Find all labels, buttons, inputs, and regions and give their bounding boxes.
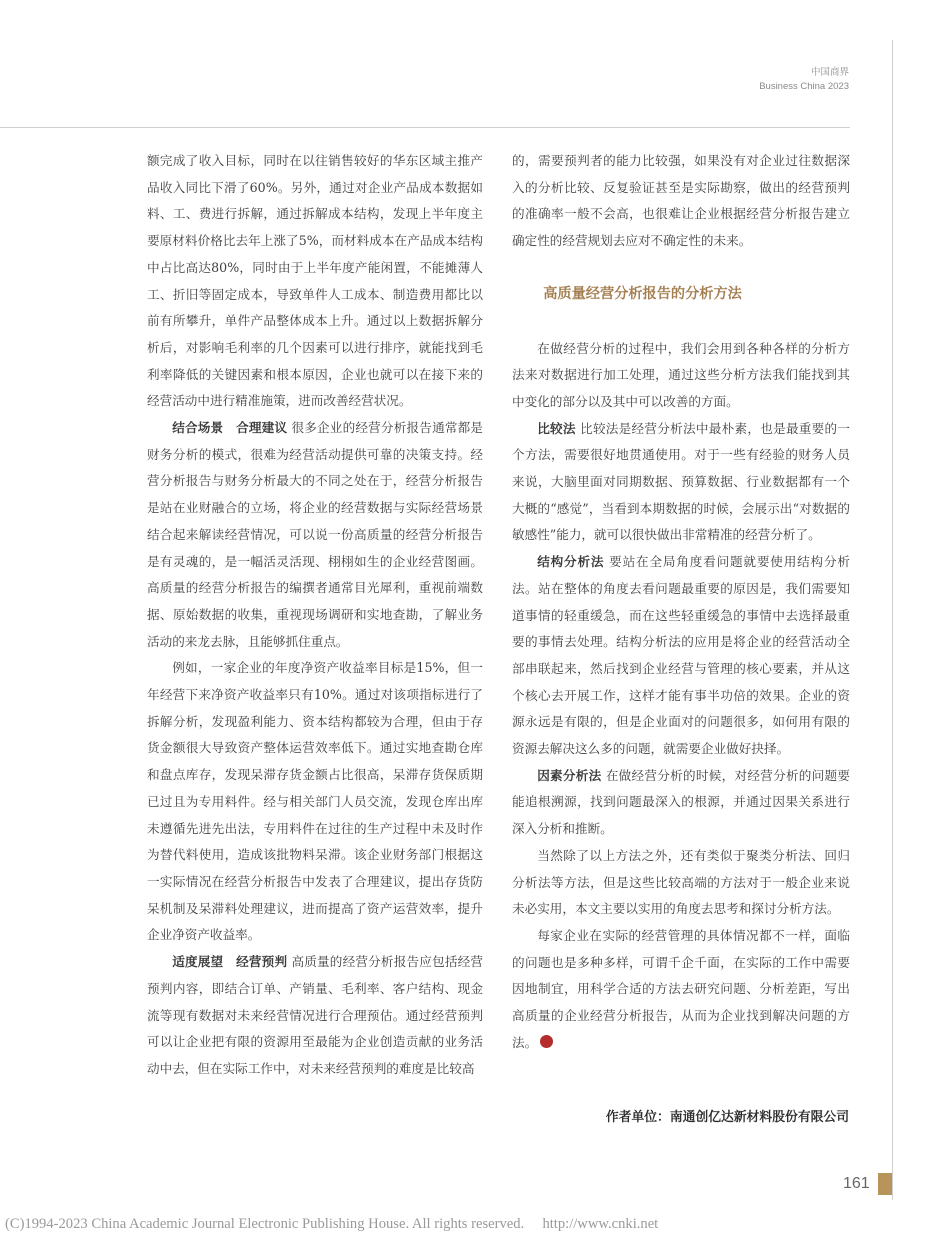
paragraph [147, 415, 483, 655]
subheading: 适度展望 经营预判 [172, 954, 288, 970]
page-number: 161 [843, 1175, 870, 1192]
subheading: 结合场景 合理建议 [172, 420, 288, 436]
paragraph-text: 要站在全局角度看问题就要使用结构分析法。站在整体的角度去看问题最重要的原因是，我们需要知道事情的轻重缓急，而在这些轻重缓急的事情中去选择最重要的事情去处理。结构分析法的应用是将企业的经营活动全部串联起来，然后找到企业经营与管理的核心要素，并从这个核心去开展工作，这样才能有事半功倍的效果。企业的资源永远是有限的，但是企业面对的问题很多，如何用有限的资源去解决这么多的问题，就需要企业做好抉择。 [512, 554, 851, 757]
author-affiliation: 作者单位：南通创亿达新材料股份有限公司 [605, 1110, 849, 1125]
paragraph: 的，需要预判者的能力比较强，如果没有对企业过往数据深入的分析比较、反复验证甚至是实际勘察，做出的经营预判的准确率一般不会高，也很难让企业根据经营分析报告建立确定性的经营规划去应对不确定性的未来。 [512, 153, 850, 249]
journal-issue: Business China 2023 [759, 81, 849, 92]
paragraph-text: 比较法是经营分析法中最朴素，也是最重要的一个方法，需要很好地贯通使用。对于一些有经验的财务人员来说，大脑里面对同期数据、预算数据、行业数据都有一个大概的“感觉”，当看到本期数据的时候，会展示出“对数据的敏感性”能力，就可以很快做出非常精准的经营分析了。 [512, 420, 851, 543]
paragraph [512, 416, 850, 550]
subheading: 结构分析法 [537, 554, 605, 570]
paragraph [147, 949, 483, 1083]
page-color-block [878, 1173, 892, 1195]
section-title: 高质量经营分析报告的分析方法 [543, 285, 742, 302]
subheading: 因素分析法 [537, 767, 602, 783]
paragraph: 在做经营分析的过程中，我们会用到各种各样的分析方法来对数据进行加工处理，通过这些分析方法我们能找到其中变化的部分以及其中可以改善的方面。 [512, 340, 850, 409]
paragraph [512, 549, 850, 763]
copyright-footer: (C)1994-2023 China Academic Journal Electronic Publishing House. All rights reserved. http://www.cnki.net [5, 1216, 659, 1232]
paragraph [512, 923, 850, 1057]
paragraph-text: 每家企业在实际的经营管理的具体情况都不一样，面临的问题也是多种多样，可谓千企千面，在实际的工作中需要因地制宜，用科学合适的方法去研究问题、分析差距，写出高质量的企业经营分析报告，从而为企业找到解决问题的方法。 [512, 927, 850, 1050]
paragraph-text: 在做经营分析的时候，对经营分析的问题要能追根溯源，找到问题最深入的根源，并通过因果关系进行深入分析和推断。 [512, 767, 851, 837]
paragraph: 额完成了收入目标，同时在以往销售较好的华东区域主推产品收入同比下滑了60%。另外，通过对企业产品成本数据如料、工、费进行拆解，通过拆解成本结构，发现上半年度主要原材料价格比去年上涨了5%，而材料成本在产品成本结构中占比高达80%，同时由于上半年度产能闲置，不能摊薄人工、折旧等固定成本，导致单件人工成本、制造费用都比以前有所攀升，单件产品整体成本上升。通过以上数据拆解分析后，对影响毛利率的几个因素可以进行排序，就能找到毛利率降低的关键因素和根本原因，企业也就可以在接下来的经营活动中进行精准施策，进而改善经营状况。 [147, 153, 483, 409]
paragraph-text: 很多企业的经营分析报告通常都是财务分析的模式，很难为经营活动提供可靠的决策支持。经营分析报告与财务分析最大的不同之处在于，经营分析报告是站在业财融合的立场，将企业的经营数据与实际经营场景结合起来解读经营情况，可以说一份高质量的经营分析报告是有灵魂的，是一幅活灵活现、栩栩如生的企业经营图画。高质量的经营分析报告的编撰者通常目光犀利，重视前端数据、原始数据的收集，重视现场调研和实地查勘，了解业务活动的来龙去脉，且能够抓住重点。 [147, 420, 484, 649]
header-divider [0, 127, 850, 128]
left-column [147, 148, 483, 1083]
journal-name: 中国商界 [810, 67, 849, 78]
paragraph-text: 高质量的经营分析报告应包括经营预判内容，即结合订单、产销量、毛利率、客户结构、现金流等现有数据对未来经营情况进行合理预估。通过经营预判可以让企业把有限的资源用至最能为企业创造贡献的业务活动中去，但在实际工作中，对未来经营预判的难度是比较高 [147, 954, 484, 1076]
right-column [512, 148, 850, 1057]
paragraph: 当然除了以上方法之外，还有类似于聚类分析法、回归分析法等方法，但是这些比较高端的方法对于一般企业来说未必实用，本文主要以实用的角度去思考和探讨分析方法。 [512, 847, 850, 917]
running-header [759, 66, 849, 94]
right-margin-rule [892, 40, 893, 1200]
end-of-article-icon [540, 1035, 553, 1048]
paragraph [512, 763, 850, 843]
subheading: 比较法 [537, 420, 576, 436]
paragraph: 例如，一家企业的年度净资产收益率目标是15%，但一年经营下来净资产收益率只有10%。通过对该项指标进行了拆解分析，发现盈利能力、资本结构都较为合理，但由于存货金额很大导致资产整体运营效率低下。通过实地查勘仓库和盘点库存，发现呆滞存货金额占比很高，呆滞存货保质期已过且为专用料件。经与相关部门人员交流，发现仓库出库未遵循先进先出法，专用料件在过往的生产过程中未及时作为替代料使用，造成该批物料呆滞。该企业财务部门根据这一实际情况在经营分析报告中发表了合理建议，提出存货防呆机制及呆滞料处理建议，进而提高了资产运营效率，提升企业净资产收益率。 [147, 660, 483, 943]
